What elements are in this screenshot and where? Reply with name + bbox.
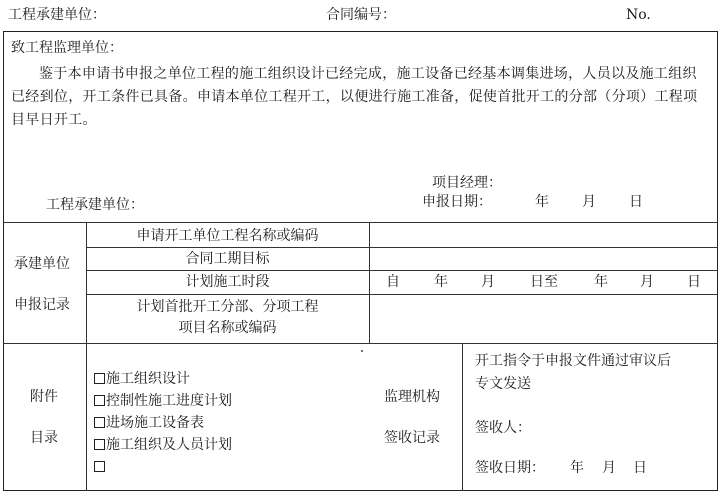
attachment-item[interactable] xyxy=(94,437,232,453)
start-order-note-line1: 开工指令于申报文件通过审议后 xyxy=(475,353,671,369)
supervision-label-top: 监理机构 xyxy=(384,389,440,405)
sign-date-year: 年 xyxy=(570,460,584,476)
attachment-item-label: 施工组织及人员计划 xyxy=(106,437,232,453)
checkbox-icon[interactable] xyxy=(94,439,105,450)
report-date-year: 年 xyxy=(535,194,549,210)
record-row-project-name: 申请开工单位工程名称或编码 xyxy=(136,228,319,244)
start-order-note-line2: 专文发送 xyxy=(475,376,531,392)
record-side-label-top: 承建单位 xyxy=(14,256,70,272)
rule-value-column xyxy=(369,222,370,343)
attachment-item-label: 控制性施工进度计划 xyxy=(106,393,232,409)
record-row-construction-period: 计划施工时段 xyxy=(185,274,270,290)
period-day-end: 日 xyxy=(687,274,701,290)
attachments-side-label-bottom: 目录 xyxy=(30,430,58,446)
period-month-start: 月 xyxy=(481,274,495,290)
rule-record-bottom xyxy=(3,343,718,344)
attachment-item[interactable] xyxy=(94,371,190,387)
checkbox-icon[interactable] xyxy=(94,395,105,406)
period-month-end: 月 xyxy=(640,274,654,290)
attachment-item-label: 施工组织设计 xyxy=(106,371,190,387)
rule-record-row-1 xyxy=(86,247,718,248)
attachments-side-label-top: 附件 xyxy=(30,389,58,405)
header-contract-number-label: 合同编号： xyxy=(326,7,396,23)
first-batch-items-field[interactable] xyxy=(371,296,716,342)
letter-addressee: 致工程监理单位： xyxy=(11,40,123,56)
attachment-item[interactable] xyxy=(94,415,204,431)
report-date-label: 申报日期： xyxy=(422,194,492,210)
attachment-item[interactable] xyxy=(94,393,232,409)
rule-letter-bottom xyxy=(3,222,718,223)
checkbox-icon[interactable] xyxy=(94,373,105,384)
report-date-day: 日 xyxy=(629,194,643,210)
record-row-first-batch-line2: 项目名称或编码 xyxy=(178,320,277,336)
signature-contractor-label: 工程承建单位： xyxy=(46,197,144,213)
sign-date-month: 月 xyxy=(602,460,616,476)
attachment-item-label: 进场施工设备表 xyxy=(106,415,204,431)
attachment-item-blank[interactable] xyxy=(94,459,106,475)
record-side-label-bottom: 申报记录 xyxy=(14,297,70,313)
header-contractor-label: 工程承建单位： xyxy=(8,7,106,23)
rule-record-row-3 xyxy=(86,294,718,295)
checkbox-icon[interactable] xyxy=(94,417,105,428)
record-row-contract-duration: 合同工期目标 xyxy=(185,251,270,267)
period-year-start: 年 xyxy=(434,274,448,290)
header-number-label: No. xyxy=(626,7,651,23)
project-manager-label: 项目经理： xyxy=(432,175,502,191)
stray-dot xyxy=(361,350,363,352)
supervision-label-bottom: 签收记录 xyxy=(384,430,440,446)
rule-supervision-column xyxy=(462,343,463,491)
report-date-month: 月 xyxy=(582,194,596,210)
period-from: 自 xyxy=(386,274,400,290)
sign-date-day: 日 xyxy=(633,460,647,476)
rule-record-row-2 xyxy=(86,270,718,271)
contract-duration-field[interactable] xyxy=(371,249,716,269)
record-row-first-batch-line1: 计划首批开工分部、分项工程 xyxy=(136,299,319,315)
period-day-to: 日至 xyxy=(530,274,558,290)
period-year-end: 年 xyxy=(594,274,608,290)
sign-date-label: 签收日期： xyxy=(475,460,545,476)
letter-body: 鉴于本申请书申报之单位工程的施工组织设计已经完成，施工设备已经基本调集进场，人员以及施工组织已经到位，开工条件已具备。申请本单位工程开工，以便进行施工准备，促使首批开工的分部（分项）工程项目早日开工。 xyxy=(11,66,698,128)
checkbox-icon[interactable] xyxy=(94,461,105,472)
receiver-label: 签收人： xyxy=(475,420,531,436)
project-name-field[interactable] xyxy=(371,224,716,246)
